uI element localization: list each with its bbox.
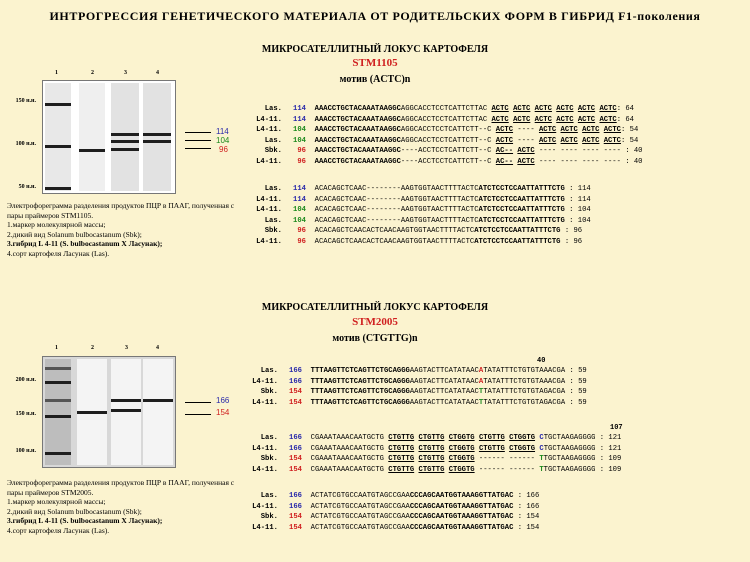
sequence-segment: CTGTTG xyxy=(418,434,445,442)
sequence-segment: TGCTAAGAGGGG : 121 xyxy=(543,444,622,453)
alignment-row xyxy=(248,104,634,115)
caption-line: 2.дикий вид Solanum bulbocastanum (Sbk); xyxy=(7,229,142,239)
allele-size: 166 xyxy=(289,367,302,375)
sample-label: Las. xyxy=(260,434,278,442)
sequence-segment: ---- ---- ---- ---- : 40 xyxy=(534,158,643,166)
sequence-segment: : 54 xyxy=(621,126,639,135)
sequence-segment: : 96 xyxy=(560,238,583,246)
sample-label: L4-11. xyxy=(252,523,278,532)
gel2-ladder-band xyxy=(45,415,71,418)
allele-size: 114 xyxy=(293,195,306,204)
caption-line: 4.сорт картофеля Ласунак (Las). xyxy=(7,525,110,535)
gel1-marker-line xyxy=(185,140,211,141)
sequence-segment: TGCTAAGAGGGG : 109 xyxy=(543,455,622,464)
page-title: ИНТРОГРЕССИЯ ГЕНЕТИЧЕСКОГО МАТЕРИАЛА ОТ РОДИТЕЛЬСКИХ ФОРМ В ГИБРИД F1-поколения xyxy=(49,9,701,23)
sample-label: Sbk. xyxy=(264,227,282,236)
sequence-segment: ----ACCTCCTCATTCTT--C xyxy=(400,147,496,156)
sequence-segment: ACTC xyxy=(560,126,578,135)
alignment-row xyxy=(248,136,638,147)
alignment-row xyxy=(248,377,587,388)
gel2-marker-line xyxy=(185,414,211,415)
sequence-segment: ACTC xyxy=(538,126,557,135)
sequence-segment: AGGCACCTCCTCATTCTT--C xyxy=(400,126,496,135)
sequence-segment: : 166 xyxy=(513,502,540,511)
gel2-ladder-band xyxy=(45,399,71,402)
gel1-image xyxy=(42,80,176,194)
sequence-segment: AAACCTGCTACAAATAAGGC xyxy=(314,136,401,145)
sequence-segment: TGCTAAGAGGGG : 109 xyxy=(543,465,622,474)
gel1-marker-104: 104 xyxy=(216,136,230,145)
gel2-ladder-200: 200 н.н. xyxy=(15,377,36,383)
caption-line: Электрофореграмма разделения продуктов ПЦР в ПААГ, полученная с пары праймеров STM1105. xyxy=(7,201,235,220)
sequence-segment: CTGTTG xyxy=(418,455,445,464)
gel1-lane-2: 2 xyxy=(91,70,94,76)
allele-size: 96 xyxy=(297,238,306,246)
alignment-row xyxy=(248,125,638,136)
caption-line: 4.сорт картофеля Ласунак (Las). xyxy=(7,248,110,258)
sample-label: L4-11. xyxy=(256,115,282,124)
caption-line: 3.гибрид L 4-11 (S. bulbocastanum X Ласунак); xyxy=(7,516,163,526)
sequence-segment: CTGTTG xyxy=(478,444,505,453)
gel2-image xyxy=(42,356,176,468)
sequence-segment: CTGTTG xyxy=(388,455,415,464)
gel1-lane-hybrid xyxy=(111,83,139,191)
section2-locus: STM2005 xyxy=(352,316,398,328)
sample-label: L4-11. xyxy=(256,195,282,204)
sample-label: L4-11. xyxy=(252,444,278,453)
alignment-row xyxy=(248,146,643,157)
allele-size: 104 xyxy=(293,126,306,135)
alignment-row xyxy=(248,184,591,195)
gel1-band xyxy=(143,133,171,136)
sequence-segment: A xyxy=(478,377,484,386)
gel2-ladder-150: 150 н.н. xyxy=(15,411,36,417)
sequence-segment: ---- xyxy=(513,126,539,135)
gel1-ladder-band xyxy=(45,103,71,106)
caption-line: Электрофореграмма разделения продуктов ПЦР в ПААГ, полученная с пары праймеров STM2005. xyxy=(7,478,235,497)
gel2-marker-154: 154 xyxy=(216,408,230,417)
sample-label: L4-11. xyxy=(252,502,278,511)
allele-size: 166 xyxy=(289,377,302,386)
gel2-lane-1: 1 xyxy=(55,345,58,351)
sequence-segment: CTGGTG xyxy=(448,434,475,442)
sequence-segment: ACTATCGTGCCAATGTAGCCGAA xyxy=(310,502,410,511)
sequence-segment: ACACAGCTCAAC--------AAGTGGTAACTTTTACTC xyxy=(314,216,479,225)
section1-header: МИКРОСАТЕЛЛИТНЫЙ ЛОКУС КАРТОФЕЛЯ xyxy=(261,44,489,55)
allele-size: 166 xyxy=(289,492,302,500)
sequence-segment: ACTC xyxy=(491,115,509,124)
sequence-segment: CCCAGCAATGGTAAAGGTTATGAC xyxy=(409,523,514,532)
gel1-marker-line xyxy=(185,132,211,133)
alignment-row xyxy=(248,502,539,513)
section1-locus: STM1105 xyxy=(352,57,398,69)
sequence-segment: : 114 xyxy=(564,195,591,204)
sequence-segment: CTGGTG xyxy=(448,455,475,464)
allele-size: 114 xyxy=(293,115,306,124)
gel2-panel xyxy=(0,340,240,470)
gel1-band xyxy=(79,149,105,152)
sequence-segment: ATCTCCTCCAATTATTTCTG xyxy=(474,238,561,246)
alignment-row xyxy=(248,491,539,502)
sequence-segment: ACTC xyxy=(534,105,552,113)
sequence-segment: ACACAGCTCAACACTCAACAAGTGGTAACTTTTACTC xyxy=(314,227,475,236)
sequence-segment: ATCTCCTCCAATTATTTCTG xyxy=(478,216,565,225)
gel1-band xyxy=(111,140,139,143)
gel1-band xyxy=(111,148,139,151)
gel1-ladder-150: 150 н.н. xyxy=(15,98,36,104)
sample-label: Las. xyxy=(264,105,282,113)
gel1-lane-4: 4 xyxy=(156,70,159,76)
gel2-lane-3: 3 xyxy=(125,345,128,351)
alignment-row xyxy=(248,523,539,534)
sequence-segment: ACACAGCTCAAC--------AAGTGGTAACTTTTACTC xyxy=(314,206,479,215)
sequence-segment: ACACAGCTCAAC--------AAGTGGTAACTTTTACTC xyxy=(314,195,479,204)
sequence-segment: ACTC xyxy=(577,105,596,113)
section2-header: МИКРОСАТЕЛЛИТНЫЙ ЛОКУС КАРТОФЕЛЯ xyxy=(261,302,489,313)
allele-size: 154 xyxy=(289,523,302,532)
sequence-segment: CTGGTG xyxy=(509,444,536,453)
allele-size: 154 xyxy=(289,388,302,397)
sequence-segment: CTGGTG xyxy=(448,444,475,453)
sequence-segment: CTGTTG xyxy=(418,465,445,474)
position-label-107: 107 xyxy=(610,424,623,432)
sequence-segment: TTTAAGTTCTCAGTTCTGCAGGG xyxy=(310,377,410,386)
sample-label: L4-11. xyxy=(256,126,282,135)
sequence-segment: ATCTCCTCCAATTATTTCTG xyxy=(474,227,561,236)
gel2-caption xyxy=(7,478,237,536)
gel1-ladder-50: 50 н.н. xyxy=(18,184,36,190)
gel1-marker-114: 114 xyxy=(216,127,229,136)
gel1-band xyxy=(111,133,139,136)
gel1-ladder-lane xyxy=(45,83,71,191)
sequence-segment: ACTC xyxy=(577,115,596,124)
sequence-segment: ---- xyxy=(513,136,539,145)
sample-label: Sbk. xyxy=(260,388,278,397)
gel2-ladder-band xyxy=(45,452,71,455)
gel2-ladder-100: 100 н.н. xyxy=(15,448,36,454)
sequence-segment: AAACCTGCTACAAATAAGGC xyxy=(314,158,401,166)
sequence-segment: CTGTTG xyxy=(388,444,415,453)
sequence-segment: ACTATCGTGCCAATGTAGCCGAA xyxy=(310,492,410,500)
gel1-band xyxy=(143,140,171,143)
allele-size: 154 xyxy=(289,465,302,474)
sequence-segment: ACTATCGTGCCAATGTAGCCGAA xyxy=(310,513,410,522)
sequence-segment: AAACCTGCTACAAATAAGGC xyxy=(314,147,401,156)
sequence-segment: : 54 xyxy=(621,136,639,145)
sequence-segment: AC-- xyxy=(495,147,514,156)
allele-size: 114 xyxy=(293,105,306,113)
sequence-segment: ACTC xyxy=(491,105,509,113)
sequence-segment: : 154 xyxy=(513,523,540,532)
alignment-row xyxy=(248,433,621,444)
sequence-segment: CTGTTG xyxy=(418,444,445,453)
alignment-row xyxy=(248,226,582,237)
sequence-segment: : 96 xyxy=(560,227,583,236)
sequence-segment: CCCAGCAATGGTAAAGGTTATGAC xyxy=(409,513,514,522)
alignment-row xyxy=(248,205,591,216)
sequence-segment: ---- ---- ---- ---- : 40 xyxy=(534,147,643,156)
gel1-lane-las xyxy=(143,83,171,191)
gel1-lane-3: 3 xyxy=(124,70,127,76)
sequence-segment: CCCAGCAATGGTAAAGGTTATGAC xyxy=(409,492,514,500)
sequence-segment: ACTC xyxy=(556,105,574,113)
allele-size: 166 xyxy=(289,434,302,442)
sample-label: Sbk. xyxy=(264,147,282,156)
alignment-row xyxy=(248,366,587,377)
gel2-band xyxy=(111,409,141,412)
sequence-segment: : 114 xyxy=(564,185,591,193)
sequence-segment: T xyxy=(539,455,544,464)
sequence-segment: TTTAAGTTCTCAGTTCTGCAGGG xyxy=(310,367,410,375)
allele-size: 154 xyxy=(289,398,302,407)
sequence-segment: TTTAAGTTCTCAGTTCTGCAGGG xyxy=(310,388,410,397)
caption-line: 1.маркер молекулярной массы; xyxy=(7,497,106,507)
sequence-segment: AAGTACTTCATATAAC xyxy=(409,388,479,397)
sequence-segment: ACTC xyxy=(495,136,514,145)
sequence-segment: : 104 xyxy=(564,216,591,225)
alignment-row xyxy=(248,387,587,398)
sequence-segment: TTTAAGTTCTCAGTTCTGCAGGG xyxy=(310,398,410,407)
sequence-segment: T xyxy=(478,398,484,407)
gel1-marker-96: 96 xyxy=(219,145,228,154)
sample-label: L4-11. xyxy=(252,377,278,386)
sequence-segment: TATATTTCTGTGTAAACGA : 59 xyxy=(483,377,587,386)
sequence-segment: T xyxy=(478,388,484,397)
gel1-panel xyxy=(0,64,240,204)
sample-label: L4-11. xyxy=(252,465,278,474)
sequence-segment: AAACCTGCTACAAATAAGGC xyxy=(314,115,401,124)
sequence-segment: AAACCTGCTACAAATAAGGC xyxy=(314,126,401,135)
alignment-row xyxy=(248,512,539,523)
gel2-lane-2: 2 xyxy=(91,345,94,351)
sequence-segment: TATATTTCTGTGTAGACGA : 59 xyxy=(483,388,587,397)
sample-label: Las. xyxy=(260,367,278,375)
sequence-segment: ------ ------ xyxy=(474,465,540,474)
sequence-segment: ACTC xyxy=(603,126,621,135)
sequence-segment: ACTC xyxy=(599,115,617,124)
sequence-segment: CGAAATAAACAATGCTG xyxy=(310,465,389,474)
gel2-ladder-lane xyxy=(45,359,71,465)
sequence-segment: ACTC xyxy=(599,105,617,113)
sequence-segment: TATATTTCTGTGTAGACGA : 59 xyxy=(483,398,587,407)
gel2-band xyxy=(111,399,141,402)
sequence-segment: ATCTCCTCCAATTATTTCTG xyxy=(478,195,565,204)
sequence-segment: ACTC xyxy=(582,126,600,135)
gel1-lane-sbk xyxy=(79,83,105,191)
sequence-segment: AGGCACCTCCTCATTCTTAC xyxy=(400,105,492,113)
caption-line: 2.дикий вид Solanum bulbocastanum (Sbk); xyxy=(7,506,142,516)
alignment-row xyxy=(248,216,591,227)
sequence-segment: AC-- xyxy=(495,158,514,166)
gel2-marker-line xyxy=(185,402,211,403)
sequence-segment: ACTC xyxy=(517,158,535,166)
gel2-ladder-band xyxy=(45,367,71,370)
alignment-row xyxy=(248,444,621,455)
sequence-segment: ACTC xyxy=(495,126,514,135)
sequence-segment: ACTC xyxy=(556,115,574,124)
sequence-segment: A xyxy=(478,367,484,375)
sequence-segment: AAGTACTTCATATAAC xyxy=(409,377,479,386)
gel2-band xyxy=(143,399,173,402)
sequence-segment: : 154 xyxy=(513,513,540,522)
gel2-ladder-band xyxy=(45,381,71,384)
sequence-segment: AGGCACCTCCTCATTCTT--C xyxy=(400,136,496,145)
sequence-segment: ACTC xyxy=(582,136,600,145)
allele-size: 104 xyxy=(293,206,306,215)
alignment-row xyxy=(248,454,621,465)
sequence-segment: ACACAGCTCAAC--------AAGTGGTAACTTTTACTC xyxy=(314,185,479,193)
sequence-segment: CTGTTG xyxy=(388,434,415,442)
sequence-segment: CTGGTG xyxy=(448,465,475,474)
sequence-segment: ACTC xyxy=(603,136,621,145)
sequence-segment: ACTC xyxy=(538,136,557,145)
gel2-lane-4: 4 xyxy=(156,345,159,351)
sample-label: Las. xyxy=(264,136,282,145)
gel1-ladder-100: 100 н.н. xyxy=(15,141,36,147)
sequence-segment: : 64 xyxy=(616,105,634,113)
sequence-segment: AGGCACCTCCTCATTCTTAC xyxy=(400,115,492,124)
gel2-lane-sbk xyxy=(77,359,107,465)
caption-line: 3.гибрид L 4-11 (S. bulbocastanum X Ласунак); xyxy=(7,239,163,249)
sequence-segment: ACTC xyxy=(513,115,531,124)
sample-label: Las. xyxy=(264,216,282,225)
gel1-lane-1: 1 xyxy=(55,70,58,76)
alignment-row xyxy=(248,157,643,168)
sequence-segment: CTGTTG xyxy=(478,434,505,442)
sequence-segment: ------ ------ xyxy=(474,455,540,464)
sequence-segment: AAGTACTTCATATAAC xyxy=(409,398,479,407)
alignment-row xyxy=(248,237,582,248)
allele-size: 96 xyxy=(297,147,306,156)
sequence-segment: : 104 xyxy=(564,206,591,215)
sequence-segment: : 64 xyxy=(616,115,634,124)
sample-label: Sbk. xyxy=(260,513,278,522)
alignment-row xyxy=(248,195,591,206)
gel1-caption xyxy=(7,201,237,259)
allele-size: 96 xyxy=(297,227,306,236)
allele-size: 154 xyxy=(289,455,302,464)
gel1-ladder-band xyxy=(45,187,71,190)
allele-size: 166 xyxy=(289,502,302,511)
gel2-marker-166: 166 xyxy=(216,396,230,405)
allele-size: 96 xyxy=(297,158,306,166)
sequence-segment: ACTC xyxy=(534,115,552,124)
sequence-segment: ACTC xyxy=(560,136,578,145)
caption-line: 1.маркер молекулярной массы; xyxy=(7,220,106,230)
section1-motif: мотив (ACTC)n xyxy=(339,74,411,85)
section2-motif: мотив (CTGTTG)n xyxy=(332,333,418,344)
gel2-lane-las xyxy=(143,359,173,465)
sequence-segment: CCCAGCAATGGTAAAGGTTATGAC xyxy=(409,502,514,511)
position-label-40: 40 xyxy=(537,357,546,365)
sample-label: L4-11. xyxy=(256,238,282,246)
allele-size: 114 xyxy=(293,185,306,193)
sequence-segment: C xyxy=(539,444,544,453)
sequence-segment: : 166 xyxy=(513,492,540,500)
sequence-segment: CTGGTG xyxy=(509,434,536,442)
sequence-segment: ATCTCCTCCAATTATTTCTG xyxy=(478,185,565,193)
allele-size: 104 xyxy=(293,136,306,145)
gel2-lane-hybrid xyxy=(111,359,141,465)
alignment-row xyxy=(248,115,634,126)
allele-size: 104 xyxy=(293,216,306,225)
sample-label: L4-11. xyxy=(256,206,282,215)
sequence-segment: ----ACCTCCTCATTCTT--C xyxy=(400,158,496,166)
sequence-segment: ATCTCCTCCAATTATTTCTG xyxy=(478,206,565,215)
alignment-row xyxy=(248,398,587,409)
sequence-segment: C xyxy=(539,434,544,442)
sequence-segment: ACTC xyxy=(517,147,535,156)
sequence-segment: T xyxy=(539,465,544,474)
sequence-segment: ACTC xyxy=(513,105,531,113)
sequence-segment: AAGTACTTCATATAAC xyxy=(409,367,479,375)
sequence-segment: AAACCTGCTACAAATAAGGC xyxy=(314,105,401,113)
allele-size: 154 xyxy=(289,513,302,522)
sequence-segment: CGAAATAAACAATGCTG xyxy=(310,455,389,464)
sequence-segment: CGAAATAAACAATGCTG xyxy=(310,444,389,453)
alignment-row xyxy=(248,465,621,476)
sequence-segment: CTGTTG xyxy=(388,465,415,474)
sample-label: L4-11. xyxy=(252,398,278,407)
sample-label: L4-11. xyxy=(256,158,282,166)
sequence-segment: ACTATCGTGCCAATGTAGCCGAA xyxy=(310,523,410,532)
gel2-band xyxy=(77,411,107,414)
sample-label: Sbk. xyxy=(260,455,278,464)
sequence-segment: TATATTTCTGTGTAAACGA : 59 xyxy=(483,367,587,375)
sample-label: Las. xyxy=(264,185,282,193)
gel1-marker-line xyxy=(185,148,211,149)
sequence-segment: TGCTAAGAGGGG : 121 xyxy=(543,434,622,442)
sample-label: Las. xyxy=(260,492,278,500)
sequence-segment: CGAAATAAACAATGCTG xyxy=(310,434,389,442)
allele-size: 166 xyxy=(289,444,302,453)
gel1-ladder-band xyxy=(45,145,71,148)
sequence-segment: ACACAGCTCAACACTCAACAAGTGGTAACTTTTACTC xyxy=(314,238,475,246)
